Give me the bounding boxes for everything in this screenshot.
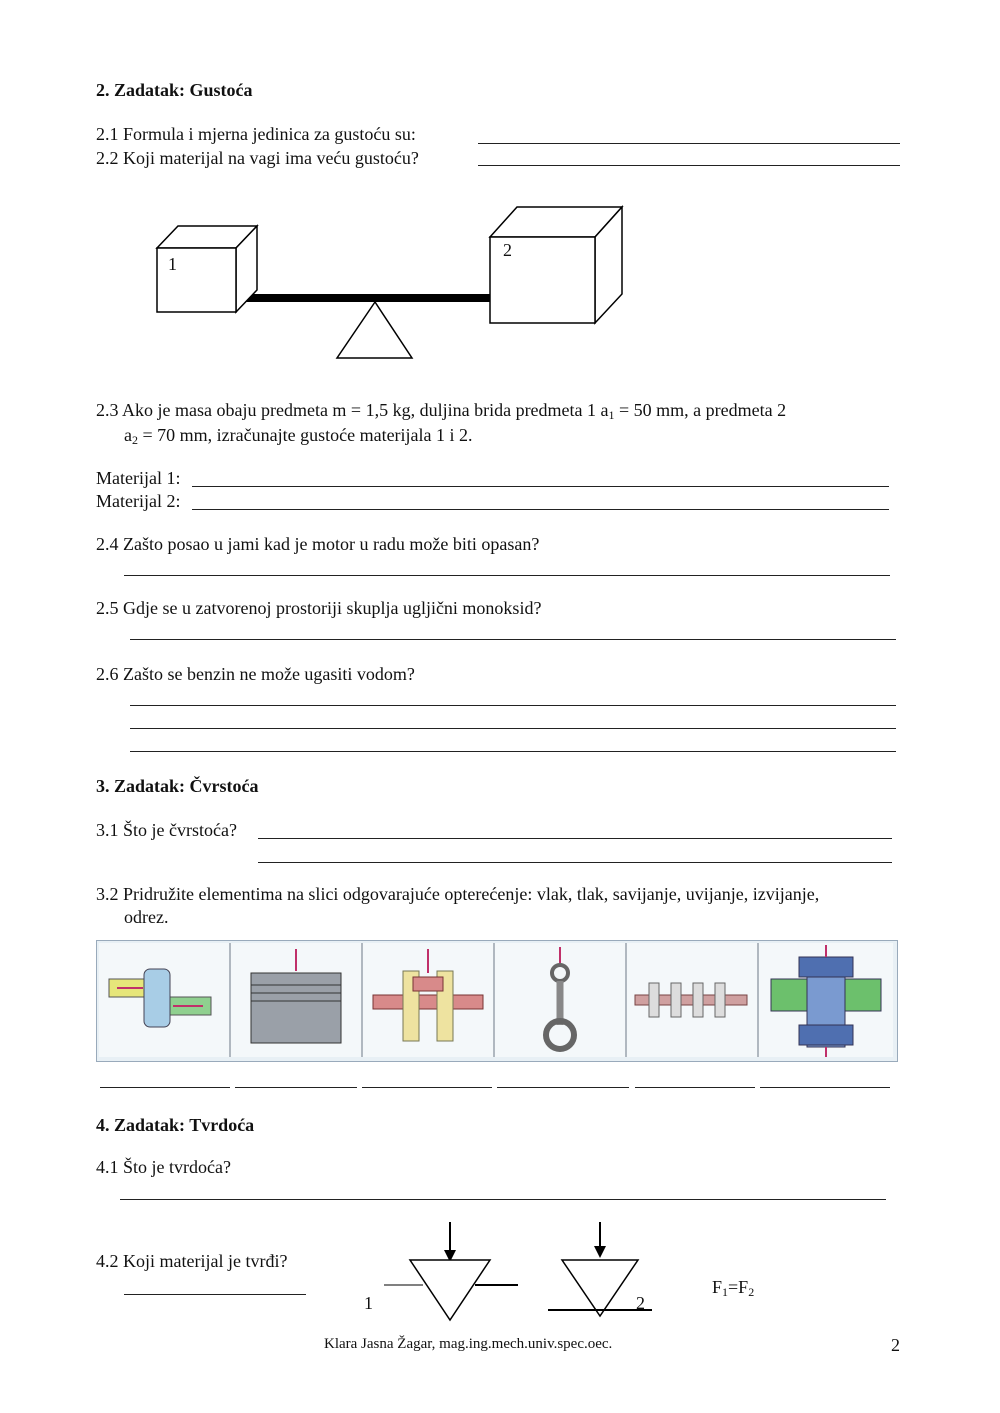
question-2-5: 2.5 Gdje se u zatvorenoj prostoriji skuplja ugljični monoksid? [96,598,542,618]
question-3-2-line2: odrez. [124,907,169,927]
page-number: 2 [891,1335,900,1355]
question-3-1: 3.1 Što je čvrstoća? [96,820,237,840]
question-4-2: 4.2 Koji materijal je tvrđi? [96,1251,288,1271]
cube-1-label: 1 [168,254,177,274]
footer-author: Klara Jasna Žagar, mag.ing.mech.univ.spec.oec. [324,1336,613,1352]
force-equation: $F_1=F_2$ [712,1277,755,1299]
section-2-title: 2. Zadatak: Gustoća [96,80,253,100]
material-2-label: Materijal 2: [96,491,181,511]
question-4-1: 4.1 Što je tvrdoća? [96,1157,231,1177]
question-2-3-line2: $a_2 = 70$ mm, izračunajte gustoće materijala 1 i 2. [124,425,473,447]
material-1-label: Materijal 1: [96,468,181,488]
question-2-6: 2.6 Zašto se benzin ne može ugasiti vodom? [96,664,415,684]
section-3-title: 3. Zadatak: Čvrstoća [96,776,259,796]
indenter-1-label: 1 [364,1293,373,1313]
section-4-title: 4. Zadatak: Tvrdoća [96,1115,255,1135]
question-2-2: 2.2 Koji materijal na vagi ima veću gustoću? [96,148,419,168]
question-3-2-line1: 3.2 Pridružite elementima na slici odgovarajuće opterećenje: vlak, tlak, savijanje, uvijanje, izvijanje, [96,884,820,904]
indenter-2-label: 2 [636,1293,645,1313]
cube-2-label: 2 [503,240,512,260]
question-2-1: 2.1 Formula i mjerna jedinica za gustoću su: [96,124,416,144]
question-2-3-line1: 2.3 Ako je masa obaju predmeta m = 1,5 kg, duljina brida predmeta 1 $a_1 = 50$ mm, a predmeta 2 [96,400,787,422]
question-2-4: 2.4 Zašto posao u jami kad je motor u radu može biti opasan? [96,534,540,554]
